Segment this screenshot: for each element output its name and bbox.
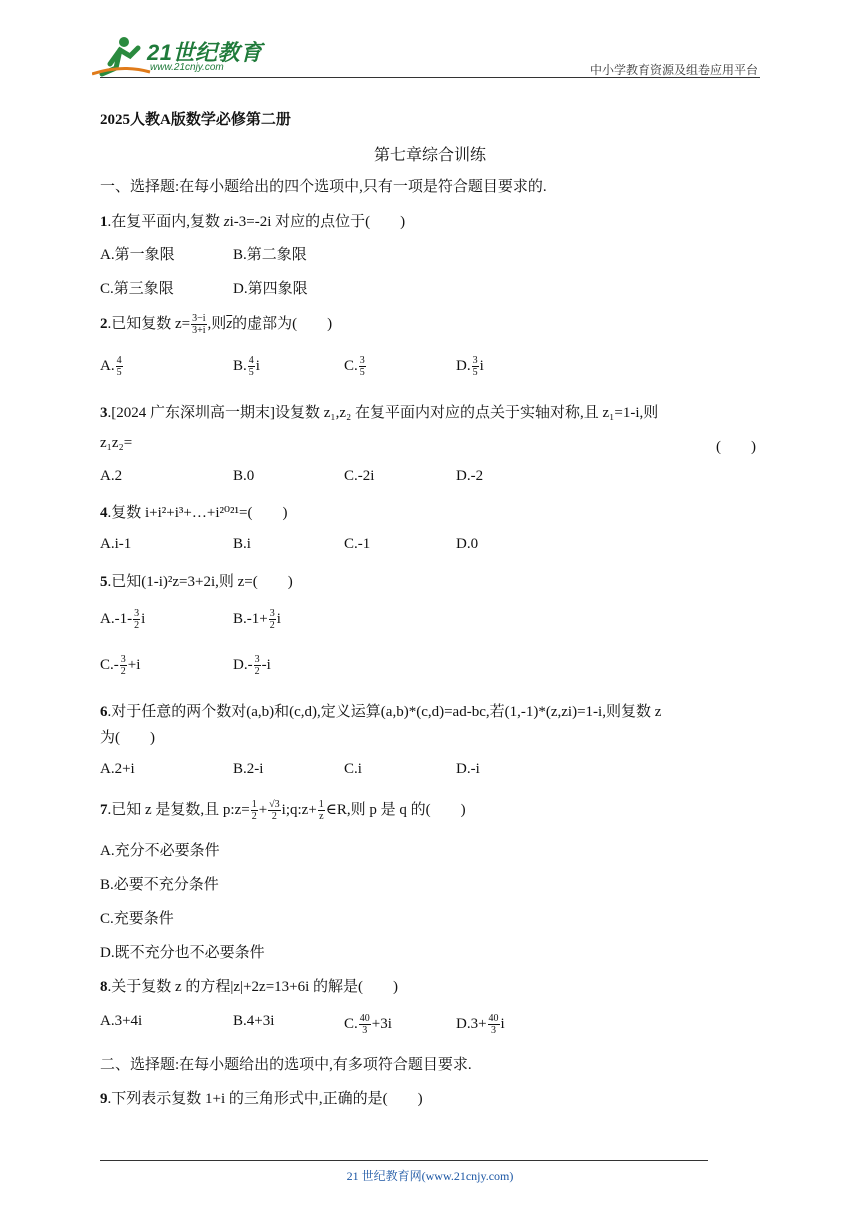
question-number: 3 [100, 405, 108, 421]
question-stem: 已知复数 z= [111, 316, 191, 332]
option-c: C.-1 [344, 536, 371, 552]
question-number: 1 [100, 214, 108, 230]
question-number: 7 [100, 802, 108, 818]
footer-divider [100, 1160, 708, 1161]
option-a: A.3+4i [100, 1013, 143, 1029]
option-d: D.3+ $\frac{40}{3}$ i [456, 1013, 505, 1036]
runner-logo-icon [92, 34, 152, 78]
option-a: A.2 [100, 468, 123, 484]
question-6-cont: 为( ) [100, 730, 155, 746]
option-b: B.必要不充分条件 [100, 877, 219, 893]
doc-title: 2025人教A版数学必修第二册 [100, 112, 291, 128]
question-stem: 的虚部为( ) [232, 316, 333, 332]
question-6: 6.对于任意的两个数对(a,b)和(c,d),定义运算(a,b)*(c,d)=ad-bc,若(1,-1)*(z,zi)=1-i,则复数 z [100, 704, 662, 720]
conjugate-z: $\overline{z}$ [226, 316, 233, 332]
option-a: A.-1- $\frac{3}{2}$ i [100, 608, 146, 631]
question-number: 9 [100, 1091, 108, 1107]
question-stem: 在复平面内,复数 [111, 214, 224, 230]
question-stem: 下列表示复数 1+i 的三角形式中,正确的是( ) [111, 1091, 423, 1107]
option-d: D.-2 [456, 468, 484, 484]
question-stem: i-3=-2i 对应的点位于( ) [229, 214, 406, 230]
option-c: C. $\frac{3}{5}$ [344, 355, 365, 378]
option-c: C.充要条件 [100, 911, 174, 927]
question-9: 9.下列表示复数 1+i 的三角形式中,正确的是( ) [100, 1091, 423, 1107]
option-b: B.-1+ $\frac{3}{2}$ i [233, 608, 281, 631]
logo-text: 21世纪教育 [147, 40, 263, 65]
option-c: C.第三象限 [100, 281, 174, 297]
option-d: D.- $\frac{3}{2}$ -i [233, 654, 271, 677]
header-platform-text: 中小学教育资源及组卷应用平台 [589, 63, 758, 77]
option-b: B.i [233, 536, 251, 552]
question-number: 6 [100, 704, 108, 720]
option-d: D. $\frac{3}{5}$ i [456, 355, 484, 378]
logo [92, 34, 272, 78]
question-stem: 关于复数 z 的方程|z|+2z=13+6i 的解是( ) [111, 979, 399, 995]
option-a: A.2+i [100, 761, 135, 777]
footer-link[interactable]: 21 世纪教育网(www.21cnjy.com) [346, 1169, 514, 1183]
section2-heading: 二、选择题:在每小题给出的选项中,有多项符合题目要求. [100, 1057, 472, 1073]
option-a: A.充分不必要条件 [100, 843, 220, 859]
option-b: B.2-i [233, 761, 264, 777]
option-d: D.既不充分也不必要条件 [100, 945, 265, 961]
option-c: C. $\frac{40}{3}$ +3i [344, 1013, 392, 1036]
question-stem: 对于任意的两个数对(a,b)和(c,d),定义运算(a,b)*(c,d)=ad-bc,若(1,-1)*(z,zi)=1-i,则复数 z [111, 704, 662, 720]
question-stem: 复数 i+i²+i³+…+i²⁰²¹=( ) [111, 505, 288, 521]
option-a: A.第一象限 [100, 247, 175, 263]
chapter-title: 第七章综合训练 [373, 147, 486, 164]
option-a: A.i-1 [100, 536, 132, 552]
question-stem: ∈R,则 p 是 q 的( ) [325, 802, 466, 818]
option-d: D.第四象限 [233, 281, 308, 297]
question-4: 4.复数 i+i²+i³+…+i²⁰²¹=( ) [100, 505, 288, 521]
logo-url: www.21cnjy.com [150, 62, 224, 73]
option-c: C.i [344, 761, 362, 777]
question-stem: 已知 z 是复数,且 p:z= [111, 802, 250, 818]
option-a: A. $\frac{4}{5}$ [100, 355, 122, 378]
question-stem: i;q:z+ [281, 802, 317, 818]
option-c: C.- $\frac{3}{2}$ +i [100, 654, 141, 677]
option-d: D.-i [456, 761, 480, 777]
option-b: B.第二象限 [233, 247, 307, 263]
question-3: 3.[2024 广东深圳高一期末]设复数 z₁,z₂ 在复平面内对应的点关于实轴对称,且 z₁=1-i,则 [100, 405, 659, 421]
header-divider [100, 77, 760, 78]
answer-paren: ( ) [716, 439, 756, 455]
option-b: B.0 [233, 468, 255, 484]
question-number: 8 [100, 979, 108, 995]
question-8: 8.关于复数 z 的方程|z|+2z=13+6i 的解是( ) [100, 979, 399, 995]
question-5: 5.已知(1-i)²z=3+2i,则 z=( ) [100, 574, 293, 590]
question-3-cont: z₁z₂= [100, 435, 133, 451]
option-d: D.0 [456, 536, 479, 552]
question-stem: z [223, 214, 230, 230]
question-7: 7.已知 z 是复数,且 p:z= $\frac{1}{2}$ + $\frac{√3}{2}$ i;q:z+ $\frac{1}{z}$ ∈R,则 p 是 q 的( ) [100, 799, 466, 823]
question-stem: 已知(1-i)²z=3+2i,则 z=( ) [111, 574, 293, 590]
question-number: 2 [100, 316, 108, 332]
section1-heading: 一、选择题:在每小题给出的四个选项中,只有一项是符合题目要求的. [100, 179, 547, 195]
question-number: 5 [100, 574, 108, 590]
fraction: $\frac{3-i}{3+i}$ [192, 313, 206, 337]
option-c: C.-2i [344, 468, 375, 484]
option-b: B.4+3i [233, 1013, 275, 1029]
question-2: 2.已知复数 z= $\frac{3-i}{3+i}$ ,则$\overline{z}$的虚部为( ) [100, 313, 333, 337]
question-stem: [2024 广东深圳高一期末]设复数 z₁,z₂ 在复平面内对应的点关于实轴对称,且 z₁=1-i,则 [111, 405, 659, 421]
question-number: 4 [100, 505, 108, 521]
option-b: B. $\frac{4}{5}$ i [233, 355, 260, 378]
question-1: 1.在复平面内,复数 zi-3=-2i 对应的点位于( ) [100, 214, 406, 230]
question-stem: ,则 [207, 316, 227, 332]
